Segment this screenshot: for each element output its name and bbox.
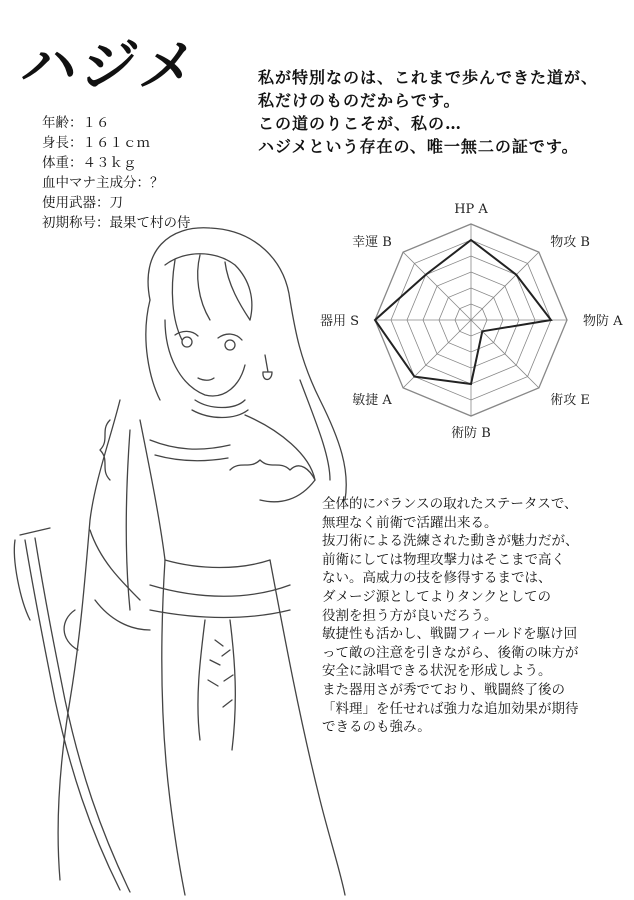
radar-axis-labels <box>320 202 623 441</box>
description-line: また器用さが秀でており、戦闘終了後の <box>322 681 565 698</box>
radar-label-magic-def: 術防 B <box>451 426 491 441</box>
description-line: 全体的にバランスの取れたステータスで、 <box>322 496 578 512</box>
quote-line: この道のりこそが、私の… <box>258 114 463 133</box>
description-line: 敏捷性も活かし、戦闘フィールドを駆け回 <box>322 626 578 643</box>
radar-axis-line <box>471 320 539 388</box>
stat-height: 身長：１６１ｃｍ <box>42 135 150 151</box>
stat-age: 年齢：１６ <box>42 115 110 131</box>
radar-label-hp: HP A <box>454 202 488 217</box>
radar-label-magic-atk: 術攻 E <box>550 393 590 409</box>
description-line: 役割を担う方が良いだろう。 <box>322 607 498 624</box>
description-line: 前衛にしては物理攻撃力はそこまで高く <box>322 551 565 568</box>
radar-axis-line <box>471 252 539 320</box>
quote-line: ハジメという存在の、唯一無二の証です。 <box>258 137 579 156</box>
quote-line: 私だけのものだからです。 <box>258 91 461 110</box>
radar-label-luck: 幸運 B <box>352 234 392 250</box>
stat-title: 初期称号：最果て村の侍 <box>42 215 191 231</box>
radar-grid <box>375 224 567 416</box>
character-name-title: ハジメ <box>16 33 205 99</box>
radar-label-phys-def: 物防 A <box>583 314 623 329</box>
radar-axis-line <box>403 320 471 388</box>
radar-label-agility: 敏捷 A <box>352 393 392 409</box>
description-line: 「料理」を任せれば強力な追加効果が期待 <box>322 700 579 717</box>
description-line: 抜刀術による洗練された動きが魅力だが、 <box>322 533 579 550</box>
quote-line: 私が特別なのは、これまで歩んできた道が、 <box>258 68 599 87</box>
description-line: ダメージ源としてよりタンクとしての <box>322 588 551 605</box>
description-line: 安全に詠唱できる状況を形成しよう。 <box>322 663 552 680</box>
description-line: って敵の注意を引きながら、後衛の味方が <box>322 644 579 661</box>
character-description <box>322 495 627 737</box>
description-line: 無理なく前衛で活躍出来る。 <box>322 514 498 531</box>
radar-label-dexterity: 器用 S <box>319 314 359 329</box>
stat-weapon: 使用武器：刀 <box>42 195 123 211</box>
stat-weight: 体重：４３ｋｇ <box>42 155 137 171</box>
radar-label-phys-atk: 物攻 B <box>550 234 590 250</box>
stat-mana: 血中マナ主成分：？ <box>42 175 164 191</box>
description-line: できるのも強み。 <box>322 719 431 736</box>
description-line: ない。高威力の技を修得するまでは、 <box>322 570 552 587</box>
